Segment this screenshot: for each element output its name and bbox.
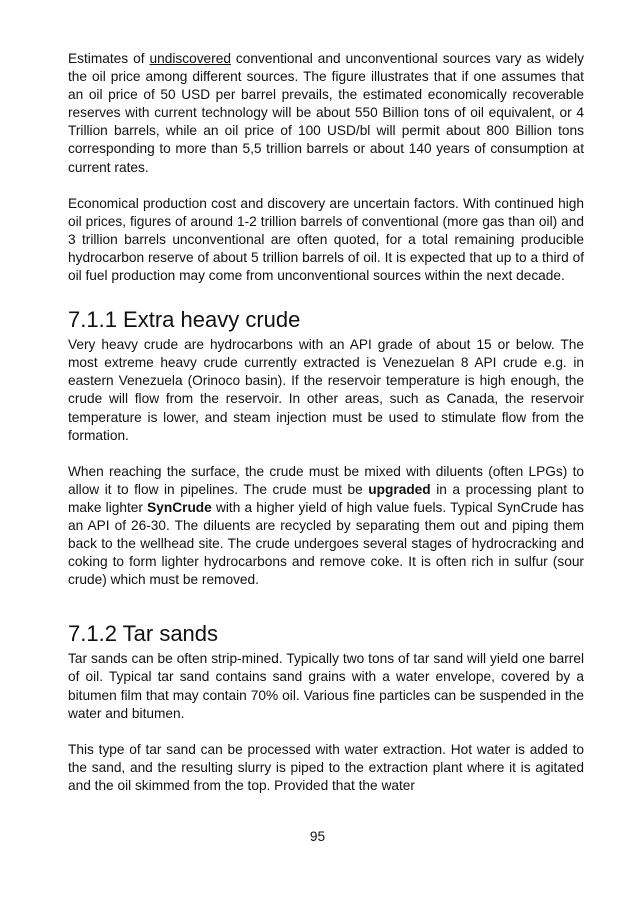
extra-heavy-paragraph-2: [68, 463, 584, 590]
intro-paragraph-2: Economical production cost and discovery are uncertain factors. With continued high oil prices, figures of around 1-2 trillion barrels of conventional (more gas than oil) and 3 trillion barrels unconventional are often quoted, for a total remaining producible hydrocarbon reserve of about 5 trillion barrels of oil. It is expected that up to a third of oil fuel production may come from unconventional sources within the next decade.: [68, 195, 584, 284]
tar-sands-paragraph-2: This type of tar sand can be processed with water extraction. Hot water is added to the sand, and the resulting slurry is piped to the extraction plant where it is agitated and the oil skimmed from the top. Provided that the water: [68, 741, 584, 793]
intro-paragraph-1: [68, 50, 584, 177]
extra-heavy-paragraph-1: Very heavy crude are hydrocarbons with an API grade of about 15 or below. The most extreme heavy crude currently extracted is Venezuelan 8 API crude e.g. in eastern Venezuela (Orinoco basin). If the reservoir temperature is high enough, the crude will flow from the reservoir. In other areas, such as Canada, the reservoir temperature is lower, and steam injection must be used to stimulate flow from the formation.: [68, 337, 584, 443]
extra-heavy-p2-part1: When reaching the surface, the crude must be mixed with diluents (often LPGs) to allow it to flow in pipelines. The crude must be: [68, 463, 584, 497]
bold-term-upgraded: upgraded: [368, 481, 431, 497]
extra-heavy-p2-part3: with a higher yield of high value fuels. Typical SynCrude has an API of 26-30. The diluents are recycled by separating them out and piping them back to the wellhead site. The crude undergoes several stages of hydrocracking and coking to form lighter hydrocarbons and remove coke. It is often rich in sulfur (sour crude) which must be removed.: [68, 499, 584, 588]
heading-tar-sands: 7.1.2 Tar sands: [68, 621, 219, 647]
bold-term-syncrude: SynCrude: [147, 499, 212, 515]
heading-extra-heavy-crude: 7.1.1 Extra heavy crude: [68, 307, 301, 333]
page-number: 95: [309, 829, 326, 844]
underlined-term-undiscovered: undiscovered: [149, 51, 231, 66]
intro-p1-lead: Estimates of: [68, 51, 150, 66]
extra-heavy-p2-part2: in a processing plant to make lighter: [68, 481, 584, 515]
intro-p1-body: conventional and unconventional sources vary as widely the oil price among different sources. The figure illustrates that if one assumes that an oil price of 50 USD per barrel prevails, the estimated economically recoverable reserves with current technology will be about 550 Billion tons of oil equivalent, or 4 Trillion barrels, while an oil price of 100 USD/bl will permit about 800 Billion tons corresponding to more than 5,5 trillion barrels or about 140 years of consumption at current rates.: [68, 51, 584, 175]
page-content: [68, 50, 584, 795]
tar-sands-paragraph-1: Tar sands can be often strip-mined. Typically two tons of tar sand will yield one barrel of oil. Typical tar sand contains sand grains with a water envelope, covered by a bitumen film that may contain 70% oil. Various fine particles can be suspended in the water and bitumen.: [68, 651, 584, 721]
